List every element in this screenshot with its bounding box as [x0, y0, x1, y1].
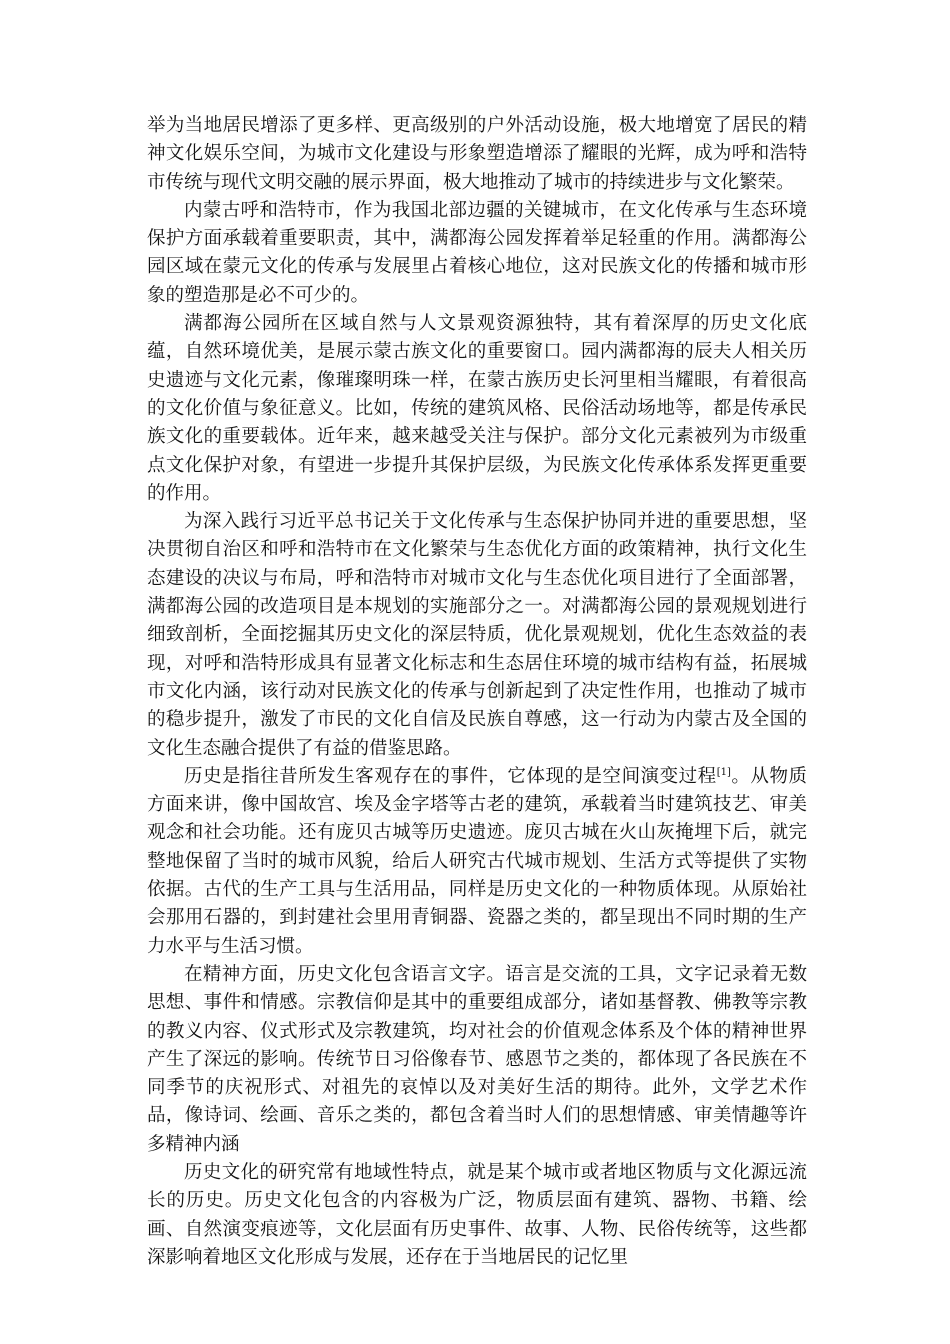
- paragraph-3: 满都海公园所在区域自然与人文景观资源独特，其有着深厚的历史文化底蕴，自然环境优美，是展示蒙古族文化的重要窗口。园内满都海的辰夫人相关历史遗迹与文化元素，像璀璨明珠一样，在蒙古族历史长河里相当耀眼，有着很高的文化价值与象征意义。比如，传统的建筑风格、民俗活动场地等，都是传承民族文化的重要载体。近年来，越来越受关注与保护。部分文化元素被列为市级重点文化保护对象，有望进一步提升其保护层级，为民族文化传承体系发挥更重要的作用。: [147, 313, 807, 504]
- paragraph-7: 历史文化的研究常有地域性特点，就是某个城市或者地区物质与文化源远流长的历史。历史文化包含的内容极为广泛，物质层面有建筑、器物、书籍、绘画、自然演变痕迹等，文化层面有历史事件、故事、人物、民俗传统等，这些都深影响着地区文化形成与发展，还存在于当地居民的记忆里: [147, 1161, 807, 1268]
- paragraph-6: 在精神方面，历史文化包含语言文字。语言是交流的工具，文字记录着无数思想、事件和情感。宗教信仰是其中的重要组成部分，诸如基督教、佛教等宗教的教义内容、仪式形式及宗教建筑，均对社会的价值观念体系及个体的精神世界产生了深远的影响。传统节日习俗像春节、感恩节之类的，都体现了各民族在不同季节的庆祝形式、对祖先的哀悼以及对美好生活的期待。此外，文学艺术作品，像诗词、绘画、音乐之类的，都包含着当时人们的思想情感、审美情趣等许多精神内涵: [147, 963, 807, 1155]
- document-body: [147, 112, 807, 1272]
- paragraph-5-rest: 。从物质方面来讲，像中国故宫、埃及金字塔等古老的建筑，承载着当时建筑技艺、审美观念和社会功能。还有庞贝古城等历史遗迹。庞贝古城在火山灰掩埋下后，就完整地保留了当时的城市风貌，给后人研究古代城市规划、生活方式等提供了实物依据。古代的生产工具与生活用品，同样是历史文化的一种物质体现。从原始社会那用石器的，到封建社会里用青铜器、瓷器之类的，都呈现出不同时期的生产力水平与生活习惯。: [147, 765, 807, 957]
- paragraph-1: 举为当地居民增添了更多样、更高级别的户外活动设施，极大地增宽了居民的精神文化娱乐空间，为城市文化建设与形象塑造增添了耀眼的光辉，成为呼和浩特市传统与现代文明交融的展示界面，极大地推动了城市的持续进步与文化繁荣。: [147, 115, 807, 193]
- citation-reference[interactable]: [1]: [716, 766, 731, 778]
- paragraph-5: [147, 763, 807, 961]
- paragraph-5-start: 历史是指往昔所发生客观存在的事件，它体现的是空间演变过程: [184, 765, 717, 787]
- paragraph-4: 为深入践行习近平总书记关于文化传承与生态保护协同并进的重要思想，坚决贯彻自治区和呼和浩特市在文化繁荣与生态优化方面的政策精神，执行文化生态建设的决议与布局，呼和浩特市对城市文化与生态优化项目进行了全面部署，满都海公园的改造项目是本规划的实施部分之一。对满都海公园的景观规划进行细致剖析，全面挖掘其历史文化的深层特质，优化景观规划，优化生态效益的表现，对呼和浩特形成具有显著文化标志和生态居住环境的城市结构有益，拓展城市文化内涵，该行动对民族文化的传承与创新起到了决定性作用，也推动了城市的稳步提升，激发了市民的文化自信及民族自尊感，这一行动为内蒙古及全国的文化生态融合提供了有益的借鉴思路。: [147, 511, 807, 759]
- paragraph-2: 内蒙古呼和浩特市，作为我国北部边疆的关键城市，在文化传承与生态环境保护方面承载着重要职责，其中，满都海公园发挥着举足轻重的作用。满都海公园区域在蒙元文化的传承与发展里占着核心地位，这对民族文化的传播和城市形象的塑造那是必不可少的。: [147, 199, 807, 306]
